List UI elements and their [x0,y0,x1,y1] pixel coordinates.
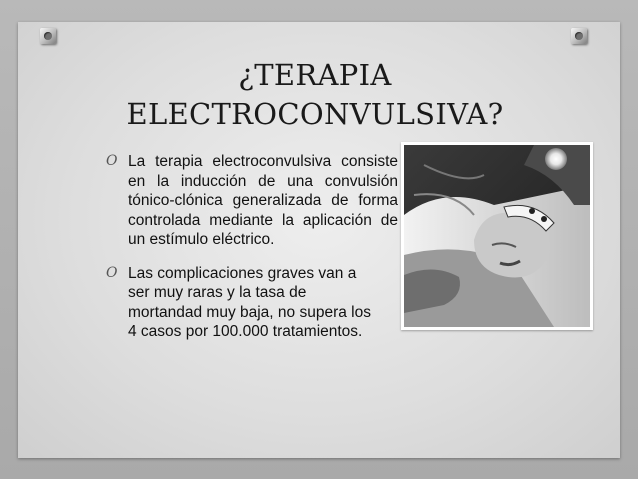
bullet-icon: O [106,153,118,169]
patient-photo [401,142,593,330]
pushpin-icon [571,28,587,44]
patient-photo-image [404,145,590,327]
bullet-icon: O [106,264,118,281]
list-item [102,152,398,250]
bullet-list [102,152,398,342]
slide-title: ¿TERAPIA ELECTROCONVULSIVA? [126,58,504,131]
bullet-text: La terapia electroconvulsiva consiste en la inducción de una convulsión tónico-clónica generalizada de forma controlada mediante la aplicación de un estímulo eléctrico. [128,153,398,248]
bullet-text: Las complicaciones graves van a ser muy raras y la tasa de mortandad muy baja, no supera los 4 casos por 100.000 tratamientos. [128,264,371,340]
list-item [102,264,398,342]
pushpin-icon [40,28,56,44]
